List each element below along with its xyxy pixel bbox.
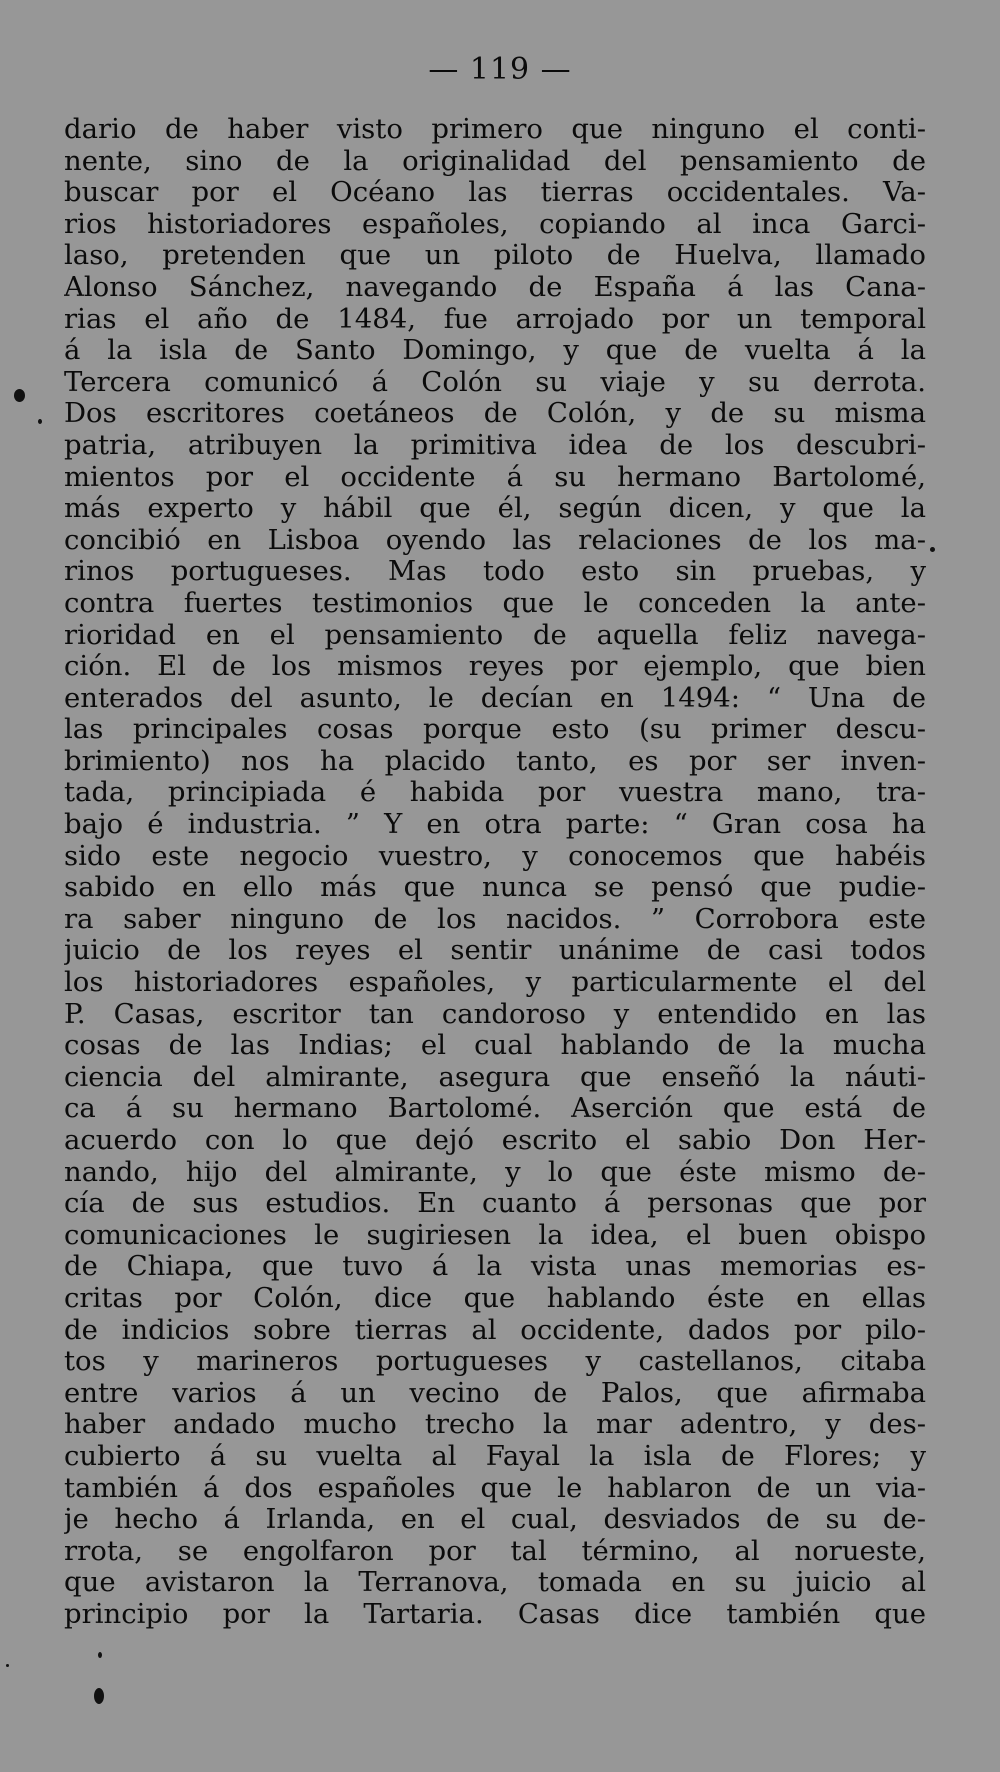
text-line: más experto y hábil que él, según dicen, y que la [64,493,926,525]
text-line: rrota, se engolfaron por tal término, al norueste, [64,1535,926,1567]
text-line: laso, pretenden que un piloto de Huelva, llamado [64,240,926,272]
text-line: enterados del asunto, le decían en 1494: “ Una de [64,682,926,714]
text-line: ca á su hermano Bartolomé. Aserción que está de [64,1093,926,1125]
text-line: acuerdo con lo que dejó escrito el sabio Don Her- [64,1125,926,1156]
text-line: las principales cosas porque esto (su primer descu- [64,714,926,746]
text-line: los historiadores españoles, y particularmente el del [64,967,926,999]
ink-speck [94,1688,104,1704]
text-line: Dos escritores coetáneos de Colón, y de su misma [64,398,926,430]
text-line: je hecho á Irlanda, en el cual, desviados de su de- [64,1504,926,1536]
text-line: buscar por el Océano las tierras occidentales. Va- [64,177,926,209]
text-line: entre varios á un vecino de Palos, que afirmaba [64,1377,926,1409]
ink-speck [38,419,42,424]
text-line: nando, hijo del almirante, y lo que éste mismo de- [64,1156,926,1188]
text-line: que avistaron la Terranova, tomada en su juicio al [64,1567,926,1599]
text-line: ra saber ninguno de los nacidos. ” Corrobora este [64,903,926,935]
ink-speck [98,1652,102,1658]
text-line: tada, principiada é habida por vuestra mano, tra- [64,777,926,809]
text-line: comunicaciones le sugiriesen la idea, el buen obispo [64,1219,926,1251]
text-line: cía de sus estudios. En cuanto á personas que por [64,1188,926,1220]
text-line: critas por Colón, dice que hablando éste en ellas [64,1282,926,1314]
text-line: también á dos españoles que le hablaron de un via- [64,1472,926,1504]
text-line: rias el año de 1484, fue arrojado por un temporal [64,303,926,335]
text-line: rios historiadores españoles, copiando al inca Garci- [64,208,926,240]
text-line: brimiento) nos ha placido tanto, es por ser inven- [64,745,926,777]
text-line: patria, atribuyen la primitiva idea de los descubri- [64,429,926,461]
text-line: P. Casas, escritor tan candoroso y entendido en las [64,998,926,1030]
text-line: nente, sino de la originalidad del pensamiento de [64,145,926,177]
text-line: ciencia del almirante, asegura que enseñó la náuti- [64,1061,926,1093]
text-line: sabido en ello más que nunca se pensó que pudie- [64,872,926,904]
ink-speck [6,1664,9,1667]
text-line: rinos portugueses. Mas todo esto sin pruebas, y [64,556,926,588]
ink-speck [14,389,25,402]
text-line: á la isla de Santo Domingo, y que de vuelta á la [64,335,926,367]
text-line: ción. El de los mismos reyes por ejemplo, que bien [64,651,926,683]
text-line: Alonso Sánchez, navegando de España á las Cana- [64,271,926,303]
text-line: cubierto á su vuelta al Fayal la isla de Flores; y [64,1440,926,1472]
text-line: principio por la Tartaria. Casas dice también que [64,1598,926,1630]
text-line: concibió en Lisboa oyendo las relaciones de los ma- [64,524,926,556]
text-line: de Chiapa, que tuvo á la vista unas memorias es- [64,1251,926,1283]
text-line: haber andado mucho trecho la mar adentro, y des- [64,1409,926,1441]
text-line: contra fuertes testimonios que le conceden la ante- [64,587,926,619]
text-line: mientos por el occidente á su hermano Bartolomé, [64,461,926,493]
text-line: sido este negocio vuestro, y conocemos que habéis [64,840,926,872]
page-number: — 119 — [428,52,572,87]
text-line: bajo é industria. ” Y en otra parte: “ Gran cosa ha [64,809,926,841]
text-line: juicio de los reyes el sentir unánime de casi todos [64,935,926,967]
text-line: tos y marineros portugueses y castellanos, citaba [64,1346,926,1378]
text-line: cosas de las Indias; el cual hablando de la mucha [64,1030,926,1062]
text-line: de indicios sobre tierras al occidente, dados por pilo- [64,1314,926,1346]
body-text [64,114,926,1631]
text-line: rioridad en el pensamiento de aquella feliz navega- [64,619,926,651]
text-line: dario de haber visto primero que ninguno el conti- [64,114,926,145]
ink-speck [930,547,935,552]
text-line: Tercera comunicó á Colón su viaje y su derrota. [64,366,926,398]
